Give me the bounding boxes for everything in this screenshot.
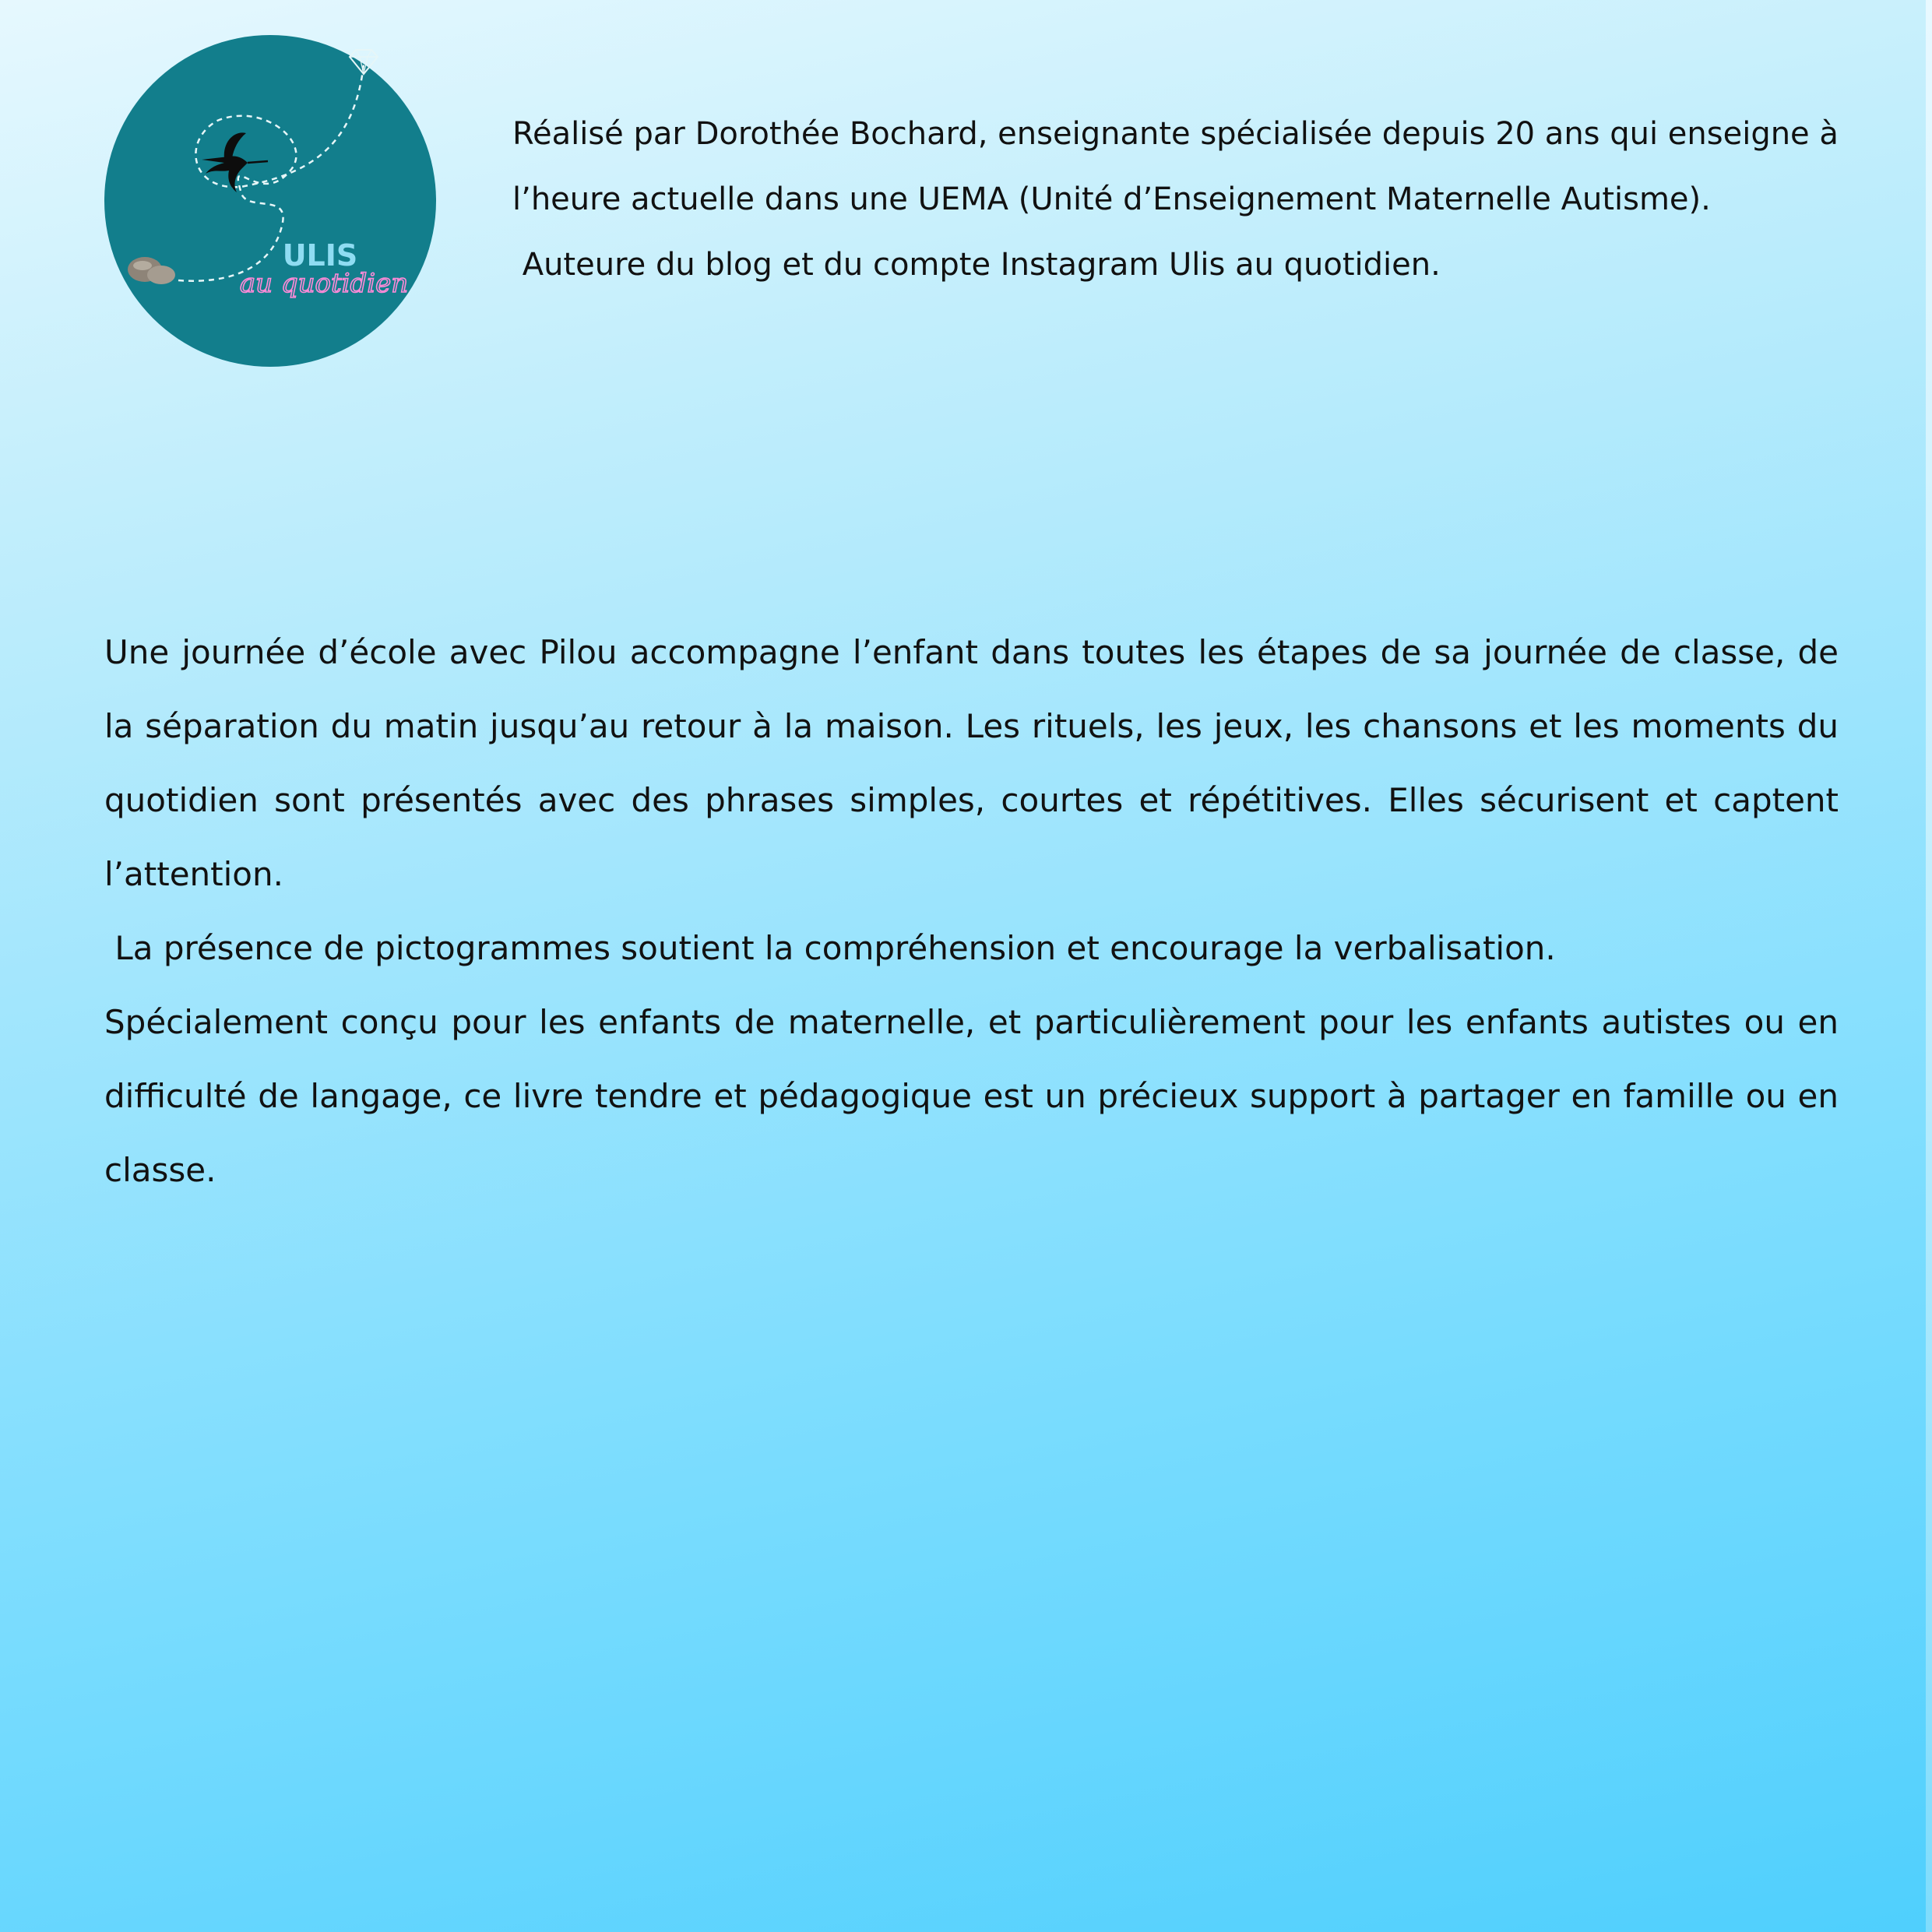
author-line: l’heure actuelle dans une UEMA (Unité d’Enseignement Maternelle Autisme).: [512, 181, 1711, 217]
logo-graphic: [104, 35, 436, 367]
book-description: [104, 615, 1839, 1207]
ulis-au-quotidien-logo: [104, 35, 436, 367]
author-line: Auteure du blog et du compte Instagram Ulis au quotidien.: [512, 247, 1441, 283]
description-paragraph: La présence de pictogrammes soutient la compréhension et encourage la verbalisation.: [104, 929, 1556, 967]
author-line: Réalisé par Dorothée Bochard, enseignante spécialisée depuis 20 ans qui enseigne à: [512, 116, 1839, 152]
description-paragraph: Une journée d’école avec Pilou accompagne l’enfant dans toutes les étapes de sa journée de classe, de la séparation du matin jusqu’au retour à la maison. Les rituels, les jeux, les chansons et les moments du quotidien sont présentés avec des phrases simples, courtes et répétitives. Elles sécurisent et captent l’attention.: [104, 633, 1839, 893]
description-paragraph: Spécialement conçu pour les enfants de maternelle, et particulièrement pour les enfants autistes ou en difficulté de langage, ce livre tendre et pédagogique est un précieux support à partager en famille ou en classe.: [104, 1003, 1839, 1189]
page-edge: [1926, 0, 1932, 1932]
logo-title: ULIS: [282, 238, 358, 273]
logo-subtitle: au quotidien: [239, 268, 409, 299]
author-bio: [512, 101, 1852, 297]
logo-disc: [104, 35, 436, 367]
